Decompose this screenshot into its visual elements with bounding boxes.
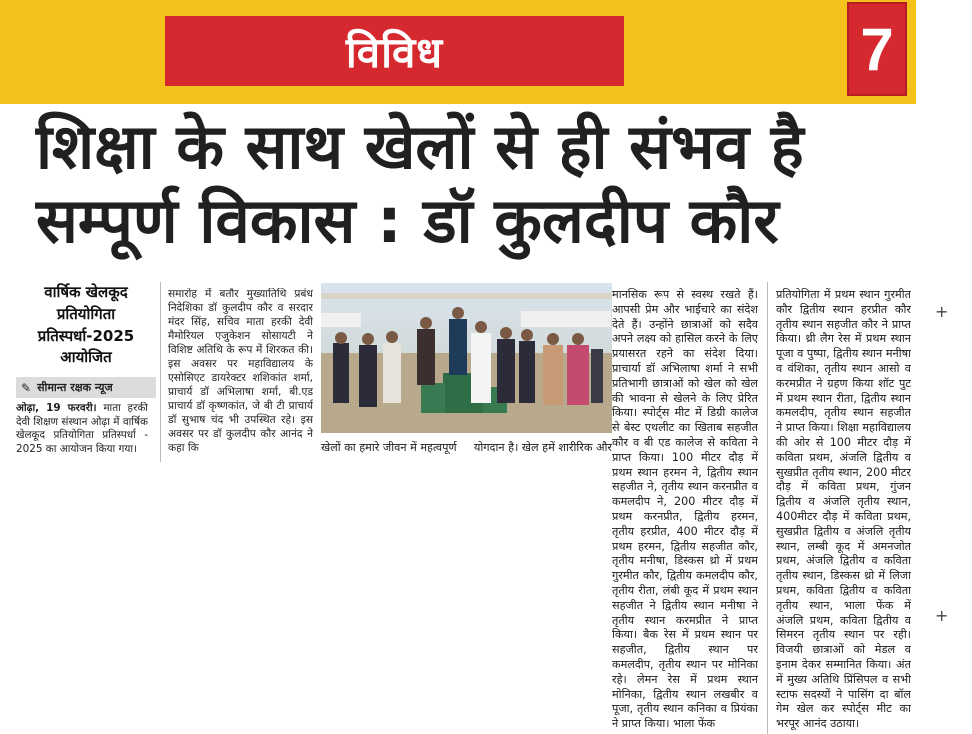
byline-text: सीमान्त रक्षक न्यूज xyxy=(37,381,113,394)
photo-caption xyxy=(321,440,612,455)
article-column-2: समारोह में बतौर मुख्यातिथि प्रबंध निदेशिका डॉ कुलदीप कौर व सरदार मंदर सिंह, सचिव माता हरकी देवी मैमोरियल एजुकेशन सोसायटी ने विशिष्ट अतिथि के रूप में शिरकत की। इस अवसर पर महाविद्यालय के एसोसिएट डायरेक्टर शशिकांत शर्मा, प्राचार्य डॉ अभिलाषा शर्मा, बी.एड प्राचार्य डॉ कृष्णकांत, जे बी टी प्राचार्य डॉ सुभाष चंद भी उपस्थित रहे। इस अवसर पर डॉ कुलदीप कौर आनंद ने कहा कि xyxy=(168,288,313,454)
photo-caption-right: योगदान है। खेल हमें शारीरिक और xyxy=(473,441,612,454)
headline-line-2: सम्पूर्ण विकास : डॉ कुलदीप कौर xyxy=(36,184,779,257)
article-column-4: प्रतियोगिता में प्रथम स्थान गुरमीत कौर द्वितीय स्थान हरप्रीत कौर तृतीय स्थान सहजीत कौर ने प्राप्त किया। थ्री लैग रेस में प्रथम स्थान पूजा व पुष्पा, द्वितीय स्थान मनीषा व वंशिका, तृतीय स्थान आसो व करमप्रीत ने ग्रहण किया शॉट पुट में प्रथम स्थान रीता, द्वितीय स्थान कमलदीप, तृतीय स्थान सहजीत ने प्राप्त किया। शिक्षा महाविद्यालय की ओर से 100 मीटर दौड़ में कविता प्रथम, अंजलि द्वितीय व सुखप्रीत तृतीय स्थान, 200 मीटर दौड़ में कविता प्रथम, गुंजन द्वितीय व अंजलि तृतीय स्थान, 400मीटर दौड़ में कविता प्रथम, सुखप्रीत द्वितीय व अंजलि तृतीय स्थान, लम्बी कूद में अमनजोत प्रथम, अंजलि द्वितीय व कविता तृतीय स्थान, डिस्कस थ्रो में लिजा प्रथम, कविता द्वितीय व कविता तृतीय स्थान, भाला फेंक में अंजलि प्रथम, कविता द्वितीय व सिमरन तृतीय स्थान पर रही। विजयी छात्राओं को मेडल व इनाम देकर सम्मानित किया। अंत में मुख्य अतिथि प्रिंसिपल व सभी स्टाफ सदस्यों ने पासिंग दा बॉल गेम खेल कर स्पोर्ट्स मीट का भरपूर आनंद उठाया। xyxy=(776,288,911,731)
crop-mark-icon: + xyxy=(935,302,949,321)
column-divider xyxy=(160,282,161,462)
section-title: विविध xyxy=(345,27,444,77)
pen-icon: ✎ xyxy=(21,380,32,395)
subheadline: वार्षिक खेलकूद प्रतियोगिता प्रतिस्पर्धा-2025 आयोजित xyxy=(37,283,135,367)
column-divider xyxy=(767,282,768,734)
photo-caption-left: खेलों का हमारे जीवन में महत्वपूर्ण xyxy=(321,441,457,454)
article-column-1 xyxy=(16,402,148,462)
headline-line-1: शिक्षा के साथ खेलों से ही संभव है xyxy=(36,110,804,183)
crop-mark-icon: + xyxy=(935,606,949,625)
page-number: 7 xyxy=(860,15,894,83)
event-photo-image xyxy=(321,283,612,433)
byline xyxy=(16,377,156,398)
article-column-3: मानसिक रूप से स्वस्थ रखते हैं। आपसी प्रेम और भाईचारे का संदेश देते हैं। उन्होंने छात्राओं को सदैव अपने लक्ष्य को हासिल करने के लिए प्रयासरत रहने का संदेश दिया। प्राचार्या डॉ अभिलाषा शर्मा ने सभी प्रतिभागी छात्राओं को खेल को खेल की भावना से खेलने के लिए प्रेरित किया। स्पोर्ट्स मीट में डिग्री कालेज से बेस्ट एथलीट का खिताब सहजीत कौर व बी एड कालेज से कविता ने प्राप्त किया। 100 मीटर दौड़ में प्रथम स्थान हरमन ने, द्वितीय स्थान सहजीत ने, तृतीय स्थान करनप्रीत व कमलदीप ने, 200 मीटर दौड़ में प्रथम करनप्रीत, द्वितीय हरमन, तृतीय हरप्रीत, 400 मीटर दौड़ में प्रथम हरमन, द्वितीय सहजीत कौर, तृतीय मनीषा, डिस्कस थ्रो में प्रथम गुरमीत कौर, द्वितीय कमलदीप कौर, तृतीय रीता, लंबी कूद में प्रथम स्थान सहजीत ने द्वितीय स्थान मनीषा ने तृतीय स्थान करमप्रीत ने प्राप्त किया। बैक रेस में प्रथम स्थान पर सहजीत, द्वितीय स्थान पर कमलदीप, तृतीय स्थान पर मोनिका रहे। लेमन रेस में प्रथम स्थान मोनिका, द्वितीय स्थान लखबीर व पूजा, तृतीय स्थान कनिका व प्रियंका ने प्राप्त किया। भाला फेंक xyxy=(612,288,758,731)
article-text: माता हरकी देवी शिक्षण संस्थान ओढ़ा में वार्षिक खेलकूद प्रतियोगिता प्रतिस्पर्धा - 2025 का आयोजन किया गया। xyxy=(16,402,148,456)
page-number-box xyxy=(847,2,907,96)
event-photo xyxy=(321,283,612,433)
section-banner xyxy=(165,16,624,86)
subheadline-box xyxy=(16,282,156,398)
dateline: ओढ़ा, 19 फरवरी। xyxy=(16,402,97,414)
